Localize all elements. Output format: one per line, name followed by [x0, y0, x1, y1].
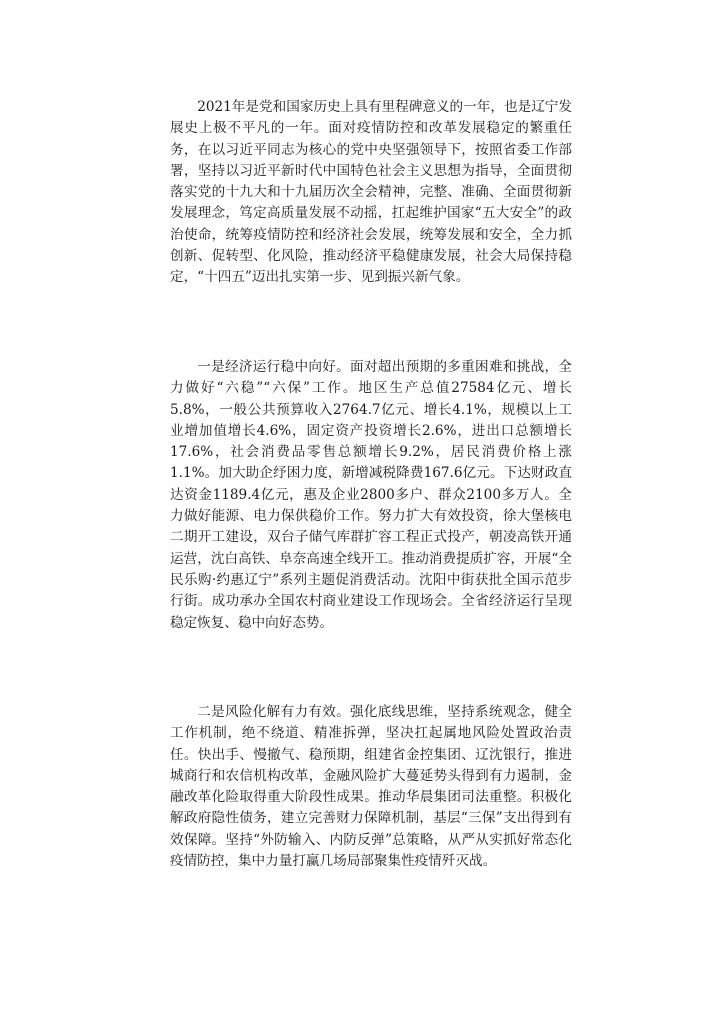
paragraph-risk: 二是风险化解有力有效。强化底线思维，坚持系统观念，健全工作机制，绝不绕道、精准拆弹，坚决扛起属地风险处置政治责任。快出手、慢撤气、稳预期，组建省金控集团、辽沈银行，推进城商行和农信机构改革，金融风险扩大蔓延势头得到有力遏制，金融改革化险取得重大阶段性成果。推动华晨集团司法重整。积极化解政府隐性债务，建立完善财力保障机制，基层“三保”支出得到有效保障。坚持“外防输入、内防反弹”总策略，从严从实抓好常态化疫情防控，集中力量打赢几场局部聚集性疫情歼灭战。 [170, 704, 572, 870]
paragraph-economy: 一是经济运行稳中向好。面对超出预期的多重困难和挑战，全力做好“六稳”“六保”工作。地区生产总值27584亿元、增长5.8%，一般公共预算收入2764.7亿元、增长4.1%，规模以上工业增加值增长4.6%，固定资产投资增长2.6%，进出口总额增长17.6%，社会消费品零售总额增长9.2%，居民消费价格上涨1.1%。加大助企纾困力度，新增减税降费167.6亿元。下达财政直达资金1189.4亿元，惠及企业2800多户、群众2100多万人。全力做好能源、电力保供稳价工作。努力扩大有效投资，徐大堡核电二期开工建设，双台子储气库群扩容工程正式投产，朝凌高铁开通运营，沈白高铁、阜奈高速全线开工。推动消费提质扩容，开展“全民乐购·约惠辽宁”系列主题促消费活动。沈阳中街获批全国示范步行街。成功承办全国农村商业建设工作现场会。全省经济运行呈现稳定恢复、稳中向好态势。 [170, 359, 572, 631]
paragraph-intro: 2021年是党和国家历史上具有里程碑意义的一年，也是辽宁发展史上极不平凡的一年。面对疫情防控和改革发展稳定的繁重任务，在以习近平同志为核心的党中央坚强领导下，按照省委工作部署，坚持以习近平新时代中国特色社会主义思想为指导，全面贯彻落实党的十九大和十九届历次全会精神，完整、准确、全面贯彻新发展理念，笃定高质量发展不动摇，扛起维护国家“五大安全”的政治使命，统筹疫情防控和经济社会发展，统筹发展和安全，全力抓创新、促转型、化风险，推动经济平稳健康发展，社会大局保持稳定，“十四五”迈出扎实第一步、见到振兴新气象。 [170, 99, 572, 286]
